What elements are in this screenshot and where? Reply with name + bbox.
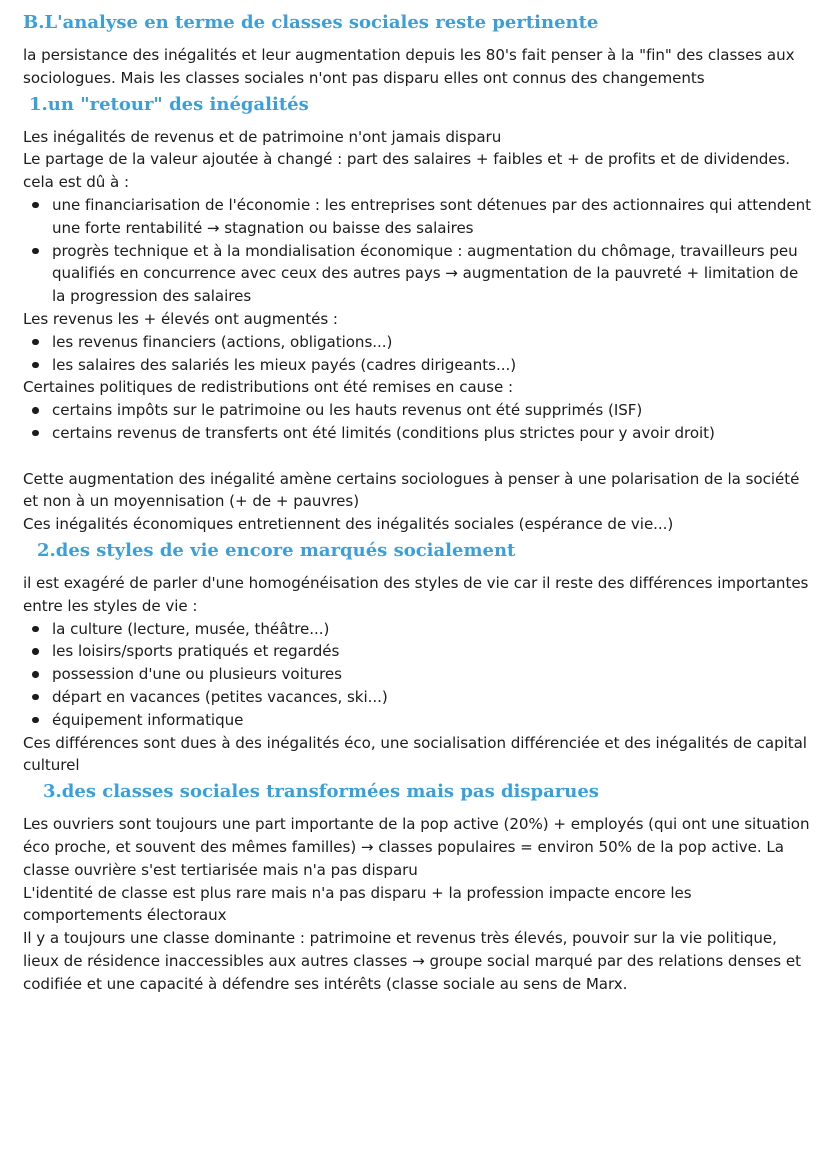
list-item	[23, 240, 813, 308]
list-item	[23, 618, 813, 641]
document-page	[23, 8, 813, 995]
part-3-paragraph-1: Les ouvriers sont toujours une part importante de la pop active (20%) + employés (qui ont une situation éco proche, et souvent des mêmes familles) → classes populaires = environ 50% de la pop active. La classe ouvrière s'est tertiarisée mais n'a pas disparu	[23, 815, 810, 879]
section-b-intro: la persistance des inégalités et leur augmentation depuis les 80's fait penser à la "fin" des classes aux sociologues. Mais les classes sociales n'ont pas disparu elles ont connus des changements	[23, 46, 795, 87]
list-item	[23, 194, 813, 240]
styles-list	[23, 618, 813, 732]
part-1-paragraph-2: Le partage de la valeur ajoutée à changé : part des salaires + faibles et + de profits et de dividendes. cela est dû à :	[23, 150, 791, 192]
bullet-icon	[32, 339, 39, 346]
part-1-paragraph-5: Cette augmentation des inégalité amène certains sociologues à penser à une polarisation de la société et non à un moyennisation (+ de + pauvres)	[23, 469, 800, 511]
list-item	[23, 399, 813, 422]
causes-list	[23, 194, 813, 308]
bullet-icon	[32, 202, 39, 209]
part-2-paragraph-2: Ces différences sont dues à des inégalités éco, une socialisation différenciée et des inégalités de capital culturel	[23, 733, 807, 775]
bullet-icon	[32, 430, 39, 437]
list-item-text: certains revenus de transferts ont été limités (conditions plus strictes pour y avoir droit)	[52, 423, 715, 442]
bullet-icon	[32, 671, 39, 678]
list-item-text: progrès technique et à la mondialisation économique : augmentation du chômage, travailleurs peu qualifiés en concurrence avec ceux des autres pays → augmentation de la pauvreté + limitation de la progression des salaires	[52, 241, 799, 306]
list-item	[23, 331, 813, 354]
list-item-text: une financiarisation de l'économie : les entreprises sont détenues par des actionnaires qui attendent une forte rentabilité → stagnation ou baisse des salaires	[52, 195, 811, 237]
revenus-list	[23, 331, 813, 377]
part-1-paragraph-6: Ces inégalités économiques entretiennent des inégalités sociales (espérance de vie...)	[23, 515, 674, 534]
list-item-text: les revenus financiers (actions, obligations...)	[52, 332, 393, 351]
list-item	[23, 709, 813, 732]
bullet-icon	[32, 717, 39, 724]
list-item	[23, 663, 813, 686]
part-3-paragraph-3: Il y a toujours une classe dominante : patrimoine et revenus très élevés, pouvoir sur la vie politique, lieux de résidence inaccessibles aux autres classes → groupe social marqué par des relations denses et codifiée et une capacité à défendre ses intérêts (classe sociale au sens de Marx.	[23, 929, 801, 993]
bullet-icon	[32, 362, 39, 369]
section-b-heading: B.L'analyse en terme de classes sociales reste pertinente	[23, 12, 599, 33]
part-1-paragraph-3: Les revenus les + élevés ont augmentés :	[23, 309, 338, 328]
bullet-icon	[32, 626, 39, 633]
list-item-text: possession d'une ou plusieurs voitures	[52, 665, 342, 684]
list-item-text: les loisirs/sports pratiqués et regardés	[52, 642, 340, 661]
list-item-text: certains impôts sur le patrimoine ou les hauts revenus ont été supprimés (ISF)	[52, 401, 643, 420]
bullet-icon	[32, 694, 39, 701]
bullet-icon	[32, 248, 39, 255]
list-item	[23, 354, 813, 377]
list-item-text: les salaires des salariés les mieux payés (cadres dirigeants...)	[52, 355, 517, 374]
bullet-icon	[32, 407, 39, 414]
part-3-paragraph-2: L'identité de classe est plus rare mais n'a pas disparu + la profession impacte encore les comportements électoraux	[23, 883, 692, 925]
list-item	[23, 422, 813, 445]
list-item-text: équipement informatique	[52, 710, 244, 729]
bullet-icon	[32, 648, 39, 655]
part-1-paragraph-4: Certaines politiques de redistributions ont été remises en cause :	[23, 378, 513, 397]
part-1-paragraph-1: Les inégalités de revenus et de patrimoine n'ont jamais disparu	[23, 127, 502, 146]
list-item-text: la culture (lecture, musée, théâtre...)	[52, 619, 330, 638]
politiques-list	[23, 399, 813, 445]
part-1-heading: 1.un "retour" des inégalités	[29, 93, 309, 115]
list-item	[23, 640, 813, 663]
list-item	[23, 686, 813, 709]
part-3-heading: 3.des classes sociales transformées mais pas disparues	[43, 781, 599, 803]
part-2-heading: 2.des styles de vie encore marqués socialement	[37, 539, 516, 561]
part-2-paragraph-1: il est exagéré de parler d'une homogénéisation des styles de vie car il reste des différences importantes entre les styles de vie :	[23, 573, 809, 615]
list-item-text: départ en vacances (petites vacances, ski...)	[52, 687, 388, 706]
